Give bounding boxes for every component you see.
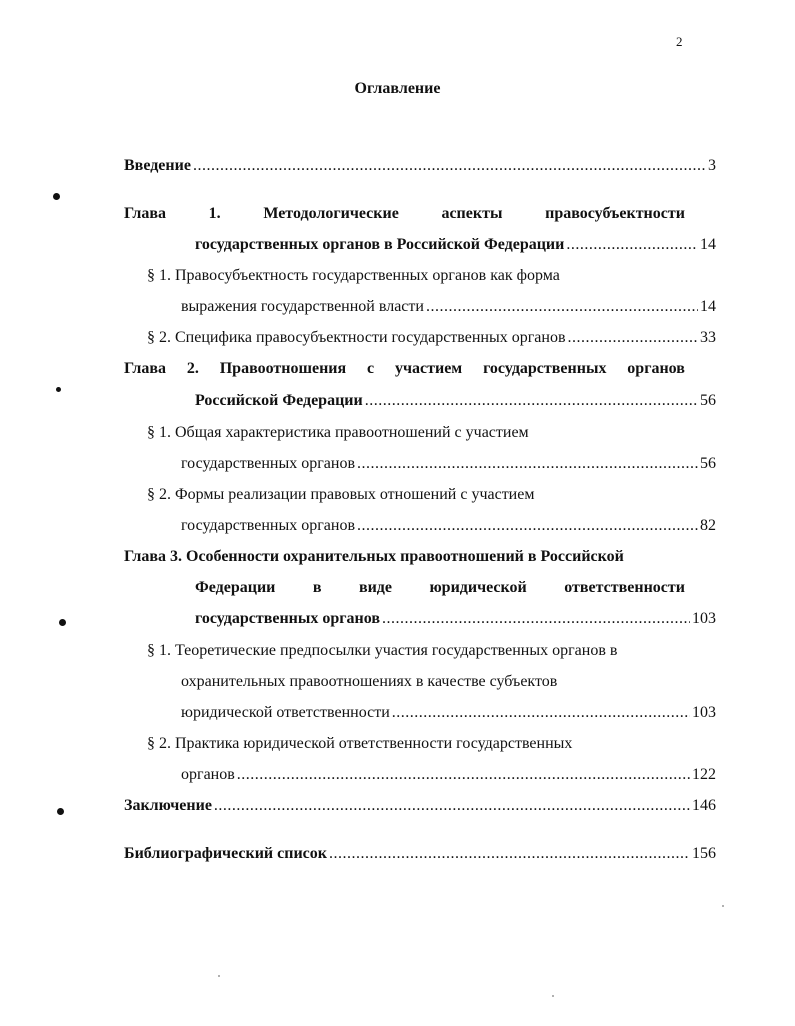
chapter-word: участием [395, 360, 463, 377]
binding-hole-mark [53, 193, 60, 200]
chapter-word: виде [358, 579, 392, 596]
toc-page-number: 122 [692, 766, 716, 783]
toc-entry-label: Введение [124, 157, 191, 174]
dot-leader [392, 702, 690, 724]
toc-page-number: 146 [692, 797, 716, 814]
dot-leader [214, 795, 690, 817]
toc-page-number: 56 [700, 392, 716, 409]
chapter-word: ответственности [564, 579, 685, 596]
toc-entry-label: выражения государственной власти [181, 298, 424, 315]
toc-entry-chapter-3-line-1[interactable]: Глава 3. Особенности охранительных правоотношений в Российской [124, 548, 624, 565]
toc-entry-section-3-2-line-2[interactable] [181, 764, 716, 786]
toc-entry-label: государственных органов [195, 610, 380, 627]
page-number: 2 [676, 34, 683, 49]
toc-entry-label: органов [181, 766, 235, 783]
scan-speck [552, 995, 554, 997]
chapter-word: государственных [483, 360, 607, 377]
toc-entry-label: Библиографический список [124, 845, 327, 862]
toc-entry-section-2-1-line-2[interactable] [181, 453, 716, 475]
dot-leader [193, 155, 706, 177]
dot-leader [426, 296, 698, 318]
toc-entry-chapter-3-line-2[interactable] [195, 577, 685, 599]
toc-entry-label: юридической ответственности [181, 704, 390, 721]
toc-entry-section-3-1-line-2[interactable]: охранительных правоотношениях в качестве субъектов [181, 673, 558, 690]
chapter-word: 2. [186, 360, 199, 377]
scan-speck [722, 905, 724, 907]
dot-leader [365, 390, 698, 412]
toc-entry-section-3-1-line-1[interactable]: § 1. Теоретические предпосылки участия государственных органов в [147, 642, 618, 659]
dot-leader [568, 327, 699, 349]
toc-entry-chapter-1-line-2[interactable] [195, 234, 716, 256]
chapter-word: Глава [124, 360, 166, 377]
toc-entry-conclusion[interactable] [124, 795, 716, 817]
toc-entry-chapter-2-line-2[interactable] [195, 390, 716, 412]
dot-leader [382, 608, 690, 630]
toc-page-number: 56 [700, 455, 716, 472]
chapter-word: Глава [124, 205, 166, 222]
chapter-word: 1. [208, 205, 221, 222]
chapter-word: правосубъектности [545, 205, 685, 222]
toc-entry-chapter-2-line-1[interactable] [124, 358, 685, 380]
chapter-word: в [312, 579, 322, 596]
toc-entry-section-2-2-line-1[interactable]: § 2. Формы реализации правовых отношений с участием [147, 486, 535, 503]
toc-page-number: 103 [692, 704, 716, 721]
toc-entry-label: государственных органов в Российской Федерации [195, 236, 565, 253]
binding-hole-mark [57, 808, 64, 815]
toc-page-number: 156 [692, 845, 716, 862]
toc-page-number: 33 [700, 329, 716, 346]
dot-leader [237, 764, 690, 786]
chapter-word: юридической [429, 579, 527, 596]
dot-leader [566, 234, 698, 256]
toc-entry-section-1-1-line-2[interactable] [181, 296, 716, 318]
dot-leader [357, 453, 698, 475]
toc-entry-intro[interactable] [124, 155, 716, 177]
toc-page-number: 14 [700, 298, 716, 315]
chapter-word: Правоотношения [219, 360, 347, 377]
chapter-word: органов [627, 360, 685, 377]
toc-title: Оглавление [354, 80, 441, 97]
toc-entry-label: Заключение [124, 797, 212, 814]
toc-entry-label: Российской Федерации [195, 392, 363, 409]
toc-page-number: 103 [692, 610, 716, 627]
toc-page-number: 3 [708, 157, 716, 174]
dot-leader [357, 515, 698, 537]
chapter-word: с [367, 360, 375, 377]
toc-entry-section-2-1-line-1[interactable]: § 1. Общая характеристика правоотношений с участием [147, 424, 529, 441]
toc-entry-label: государственных органов [181, 455, 355, 472]
toc-entry-section-1-1-line-1[interactable]: § 1. Правосубъектность государственных органов как форма [147, 267, 560, 284]
scan-speck [218, 975, 220, 977]
toc-entry-section-3-2-line-1[interactable]: § 2. Практика юридической ответственности государственных [147, 735, 573, 752]
toc-entry-chapter-3-line-3[interactable] [195, 608, 716, 630]
chapter-word: Федерации [195, 579, 276, 596]
toc-entry-label: государственных органов [181, 517, 355, 534]
toc-entry-bibliography[interactable] [124, 843, 716, 865]
binding-hole-mark [59, 619, 66, 626]
toc-entry-section-3-1-line-3[interactable] [181, 702, 716, 724]
binding-hole-mark [56, 387, 61, 392]
toc-entry-chapter-1-line-1[interactable] [124, 203, 685, 225]
toc-entry-section-1-2[interactable] [147, 327, 716, 349]
chapter-word: аспекты [441, 205, 503, 222]
toc-entry-section-2-2-line-2[interactable] [181, 515, 716, 537]
toc-entry-label: § 2. Специфика правосубъектности государственных органов [147, 329, 566, 346]
dot-leader [329, 843, 690, 865]
chapter-word: Методологические [263, 205, 399, 222]
toc-page-number: 14 [700, 236, 716, 253]
toc-page-number: 82 [700, 517, 716, 534]
